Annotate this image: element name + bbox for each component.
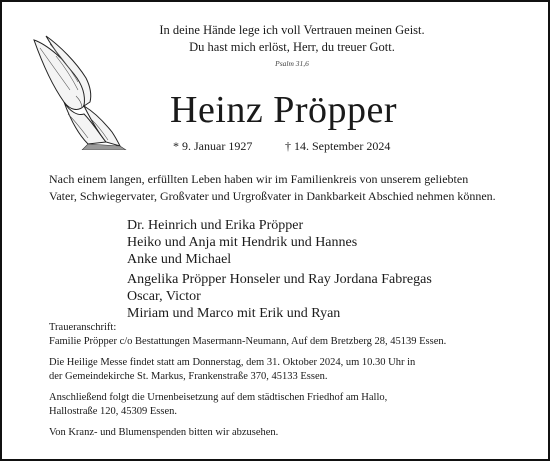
mourner-group: [127, 217, 432, 268]
death-date: † 14. September 2024: [285, 139, 391, 153]
intro-line: Vater, Schwiegervater, Großvater und Urgroßvater in Dankbarkeit Abschied nehmen können.: [49, 188, 496, 203]
burial-line: Hallostraße 120, 45309 Essen.: [49, 406, 178, 417]
bible-verse: [122, 22, 462, 55]
intro-line: Nach einem langen, erfüllten Leben haben wir im Familienkreis von unserem geliebten: [49, 172, 469, 186]
mourner-group: [127, 271, 432, 322]
mourner-line: Miriam und Marco mit Erik und Ryan: [127, 306, 341, 321]
mourner-line: Angelika Pröpper Honseler und Ray Jordana Fabregas: [127, 272, 432, 287]
mourner-line: Oscar, Victor: [127, 289, 201, 304]
intro-text: [49, 171, 519, 204]
burial-line: Anschließend folgt die Urnenbeisetzung auf dem städtischen Friedhof am Hallo,: [49, 392, 388, 403]
address-block: [49, 321, 519, 349]
mourners-list: [127, 217, 432, 325]
burial-notice: [49, 391, 519, 419]
birth-date: * 9. Januar 1927: [173, 139, 253, 153]
notes-section: [49, 321, 519, 447]
mourner-line: Dr. Heinrich und Erika Pröpper: [127, 218, 304, 233]
address-label: Traueranschrift:: [49, 322, 117, 333]
deceased-name: Heinz Pröpper: [170, 89, 398, 131]
flowers-notice: Von Kranz- und Blumenspenden bitten wir abzusehen.: [49, 427, 279, 438]
mourner-line: Heiko und Anja mit Hendrik und Hannes: [127, 235, 358, 250]
mass-line: Die Heilige Messe findet statt am Donnerstag, dem 31. Oktober 2024, um 10.30 Uhr in: [49, 357, 416, 368]
address-text: Familie Pröpper c/o Bestattungen Masermann-Neumann, Auf dem Bretzberg 28, 45139 Essen.: [49, 336, 447, 347]
mass-line: der Gemeindekirche St. Markus, Frankenstraße 370, 45133 Essen.: [49, 371, 328, 382]
verse-source: Psalm 31,6: [275, 59, 309, 68]
verse-line: Du hast mich erlöst, Herr, du treuer Gott.: [189, 39, 395, 54]
praying-hands-icon: [26, 32, 131, 150]
verse-line: In deine Hände lege ich voll Vertrauen meinen Geist.: [159, 23, 425, 37]
mourner-line: Anke und Michael: [127, 252, 232, 267]
mass-notice: [49, 356, 519, 384]
